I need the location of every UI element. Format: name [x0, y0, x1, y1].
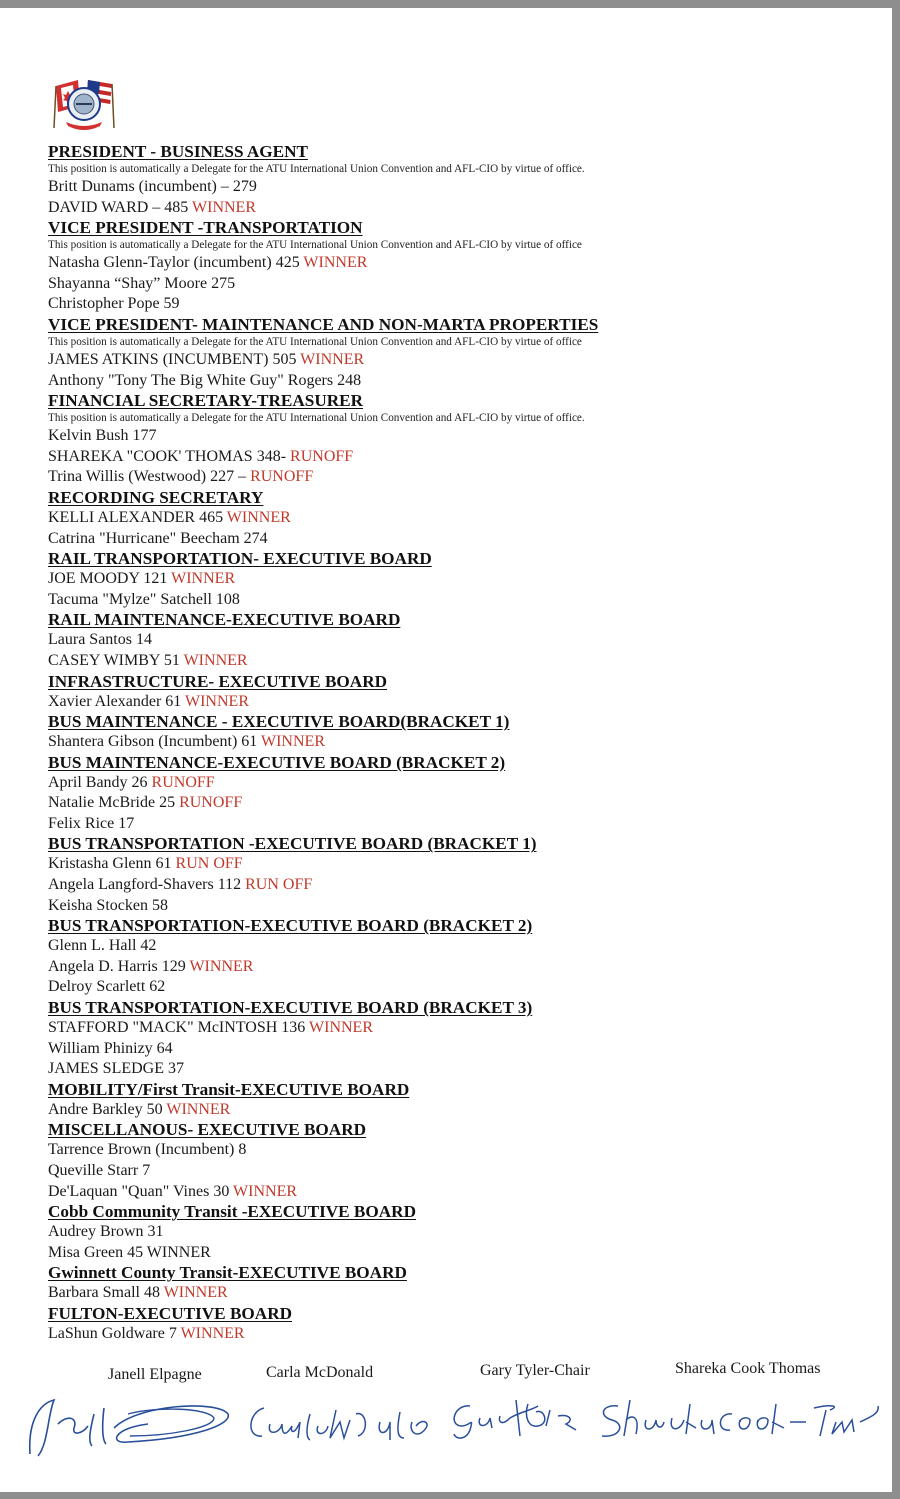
candidate-row [48, 977, 868, 998]
candidate-row [48, 529, 868, 550]
result-label: WINNER [233, 1182, 298, 1200]
candidate-row [48, 692, 868, 713]
candidate-row [48, 773, 868, 794]
result-label: WINNER [192, 198, 256, 216]
office-section [48, 672, 868, 713]
result-label: RUNOFF [151, 773, 215, 791]
signature-mark [240, 1392, 440, 1452]
candidate-text: Natalie McBride 25 [48, 794, 180, 812]
candidate-row [48, 1039, 868, 1060]
candidate-text: Barbara Small 48 [48, 1284, 164, 1302]
candidate-text: Queville Starr 7 [48, 1162, 151, 1179]
result-label: WINNER [300, 350, 365, 368]
office-heading: MISCELLANOUS- EXECUTIVE BOARD [48, 1120, 367, 1140]
candidate-text: William Phinizy 64 [48, 1039, 173, 1057]
office-section [48, 712, 868, 753]
result-label: WINNER [166, 1100, 231, 1118]
office-heading: BUS TRANSPORTATION-EXECUTIVE BOARD (BRACKET 2) [48, 916, 533, 936]
office-heading: RAIL MAINTENANCE-EXECUTIVE BOARD [48, 610, 401, 630]
candidate-row [48, 198, 868, 219]
office-heading: BUS MAINTENANCE-EXECUTIVE BOARD (BRACKET 2) [48, 752, 506, 772]
result-label: WINNER [185, 692, 249, 710]
signer-name: Janell Elpagne [108, 1366, 202, 1383]
result-label: WINNER [171, 570, 236, 588]
candidate-text: Audrey Brown 31 [48, 1223, 164, 1241]
candidate-row [48, 508, 868, 529]
candidate-row [48, 294, 868, 315]
office-section [48, 315, 868, 391]
office-section [48, 1120, 868, 1202]
candidate-row [48, 371, 868, 392]
delegate-note: This position is automatically a Delegate for the ATU International Union Convention and AFL-CIO by virtue of office. [48, 412, 585, 425]
candidate-text: Natasha Glenn-Taylor (incumbent) 425 [48, 254, 304, 272]
result-label: RUNOFF [290, 447, 354, 465]
office-heading: VICE PRESIDENT- MAINTENANCE AND NON-MARTA PROPERTIES [48, 314, 599, 334]
candidate-row [48, 1059, 868, 1080]
candidate-text: CASEY WIMBY 51 [48, 651, 184, 669]
candidate-text: Andre Barkley 50 [48, 1100, 167, 1118]
office-section [48, 1080, 868, 1121]
delegate-note: This position is automatically a Delegate for the ATU International Union Convention and AFL-CIO by virtue of office [48, 239, 582, 252]
union-logo [48, 66, 120, 138]
candidate-text: Angela Langford-Shavers 112 [48, 876, 246, 894]
candidate-row [48, 274, 868, 295]
candidate-text: Misa Green 45 WINNER [48, 1243, 211, 1261]
office-heading: MOBILITY/First Transit-EXECUTIVE BOARD [48, 1079, 410, 1099]
candidate-text: Delroy Scarlett 62 [48, 978, 166, 996]
candidate-row [48, 1243, 868, 1264]
result-label: WINNER [309, 1019, 373, 1037]
candidate-row [48, 936, 868, 957]
candidate-row [48, 732, 868, 753]
candidate-row [48, 814, 868, 835]
candidate-row [48, 1100, 868, 1121]
result-label: RUNOFF [250, 468, 314, 486]
candidate-row [48, 426, 868, 447]
candidate-text: JAMES ATKINS (INCUMBENT) 505 [48, 350, 301, 368]
office-heading: FINANCIAL SECRETARY-TREASURER [48, 391, 364, 411]
candidate-text: Trina Willis (Westwood) 227 – [48, 468, 251, 486]
result-label: WINNER [180, 1324, 245, 1342]
result-label: WINNER [226, 508, 291, 526]
candidate-text: LaShun Goldware 7 [48, 1324, 181, 1342]
office-heading: BUS TRANSPORTATION -EXECUTIVE BOARD (BRACKET 1) [48, 834, 537, 854]
candidate-row [48, 177, 868, 198]
office-heading: Gwinnett County Transit-EXECUTIVE BOARD [48, 1263, 407, 1283]
office-section [48, 218, 868, 315]
office-section [48, 998, 868, 1080]
result-label: WINNER [163, 1284, 228, 1302]
office-heading: INFRASTRUCTURE- EXECUTIVE BOARD [48, 671, 388, 691]
candidate-row [48, 651, 868, 672]
result-label: WINNER [183, 651, 248, 669]
election-results [48, 142, 868, 1345]
delegate-note: This position is automatically a Delegate for the ATU International Union Convention and AFL-CIO by virtue of office [48, 335, 582, 348]
result-label: WINNER [189, 957, 254, 975]
office-section [48, 1263, 868, 1304]
result-label: RUN OFF [245, 876, 313, 894]
candidate-text: Kelvin Bush 177 [48, 427, 157, 445]
candidate-text: Laura Santos 14 [48, 631, 152, 649]
candidate-row [48, 957, 868, 978]
candidate-row [48, 875, 868, 896]
result-label: WINNER [261, 733, 325, 751]
candidate-text: Glenn L. Hall 42 [48, 937, 157, 955]
candidate-text: Britt Dunams (incumbent) – 279 [48, 178, 257, 195]
office-heading: RAIL TRANSPORTATION- EXECUTIVE BOARD [48, 549, 432, 569]
candidate-text: JOE MOODY 121 [48, 570, 172, 588]
office-heading: BUS TRANSPORTATION-EXECUTIVE BOARD (BRACKET 3) [48, 998, 533, 1018]
candidate-row [48, 630, 868, 651]
candidate-row [48, 350, 868, 371]
candidate-text: April Bandy 26 [48, 773, 152, 791]
signature-mark [592, 1388, 882, 1448]
office-section [48, 753, 868, 835]
candidate-row [48, 1324, 868, 1345]
office-section [48, 1202, 868, 1263]
candidate-text: STAFFORD "MACK" McINTOSH 136 [48, 1019, 310, 1037]
office-heading: VICE PRESIDENT -TRANSPORTATION [48, 218, 363, 238]
candidate-row [48, 569, 868, 590]
office-section [48, 1304, 868, 1345]
candidate-text: JAMES SLEDGE 37 [48, 1060, 185, 1078]
candidate-row [48, 590, 868, 611]
candidate-row [48, 1283, 868, 1304]
delegate-note: This position is automatically a Delegate for the ATU International Union Convention and AFL-CIO by virtue of office. [48, 163, 585, 175]
office-heading: RECORDING SECRETARY [48, 487, 264, 507]
signer-name: Carla McDonald [266, 1364, 374, 1381]
office-heading: FULTON-EXECUTIVE BOARD [48, 1303, 293, 1323]
office-section [48, 834, 868, 916]
candidate-row [48, 447, 868, 468]
candidate-text: SHAREKA "COOK' THOMAS 348- [48, 447, 291, 465]
signature-mark [18, 1384, 248, 1464]
candidate-row [48, 467, 868, 488]
signer-name: Shareka Cook Thomas [675, 1360, 821, 1377]
office-section [48, 391, 868, 488]
candidate-row [48, 854, 868, 875]
candidate-text: Keisha Stocken 58 [48, 896, 168, 914]
office-section [48, 610, 868, 671]
candidate-text: DAVID WARD – 485 [48, 198, 193, 216]
candidate-text: Anthony "Tony The Big White Guy" Rogers 248 [48, 371, 362, 389]
candidate-text: Catrina "Hurricane" Beecham 274 [48, 529, 268, 547]
candidate-row [48, 253, 868, 274]
office-section [48, 488, 868, 549]
signature-block [0, 1360, 892, 1474]
candidate-text: Christopher Pope 59 [48, 295, 180, 313]
candidate-text: De'Laquan "Quan" Vines 30 [48, 1182, 234, 1200]
candidate-text: Felix Rice 17 [48, 814, 135, 832]
office-section [48, 142, 868, 218]
signer-name: Gary Tyler-Chair [480, 1362, 590, 1379]
signature-mark [440, 1386, 590, 1446]
candidate-text: Xavier Alexander 61 [48, 692, 185, 710]
candidate-text: Tarrence Brown (Incumbent) 8 [48, 1141, 247, 1159]
candidate-row [48, 1182, 868, 1203]
candidate-row [48, 793, 868, 814]
office-section [48, 916, 868, 998]
candidate-row [48, 1222, 868, 1243]
result-label: RUN OFF [175, 855, 243, 873]
result-label: WINNER [303, 254, 368, 272]
result-label: RUNOFF [179, 794, 243, 812]
candidate-row [48, 1140, 868, 1161]
candidate-text: Shantera Gibson (Incumbent) 61 [48, 733, 261, 751]
office-section [48, 549, 868, 610]
candidate-row [48, 1018, 868, 1039]
office-heading: PRESIDENT - BUSINESS AGENT [48, 142, 308, 161]
candidate-row [48, 1161, 868, 1182]
document-page [0, 8, 892, 1492]
candidate-row [48, 896, 868, 917]
candidate-text: KELLI ALEXANDER 465 [48, 508, 227, 526]
candidate-text: Kristasha Glenn 61 [48, 855, 176, 873]
office-heading: Cobb Community Transit -EXECUTIVE BOARD [48, 1202, 416, 1222]
candidate-text: Shayanna “Shay” Moore 275 [48, 274, 236, 292]
office-heading: BUS MAINTENANCE - EXECUTIVE BOARD(BRACKET 1) [48, 712, 510, 732]
candidate-text: Tacuma "Mylze" Satchell 108 [48, 590, 240, 608]
candidate-text: Angela D. Harris 129 [48, 957, 190, 975]
